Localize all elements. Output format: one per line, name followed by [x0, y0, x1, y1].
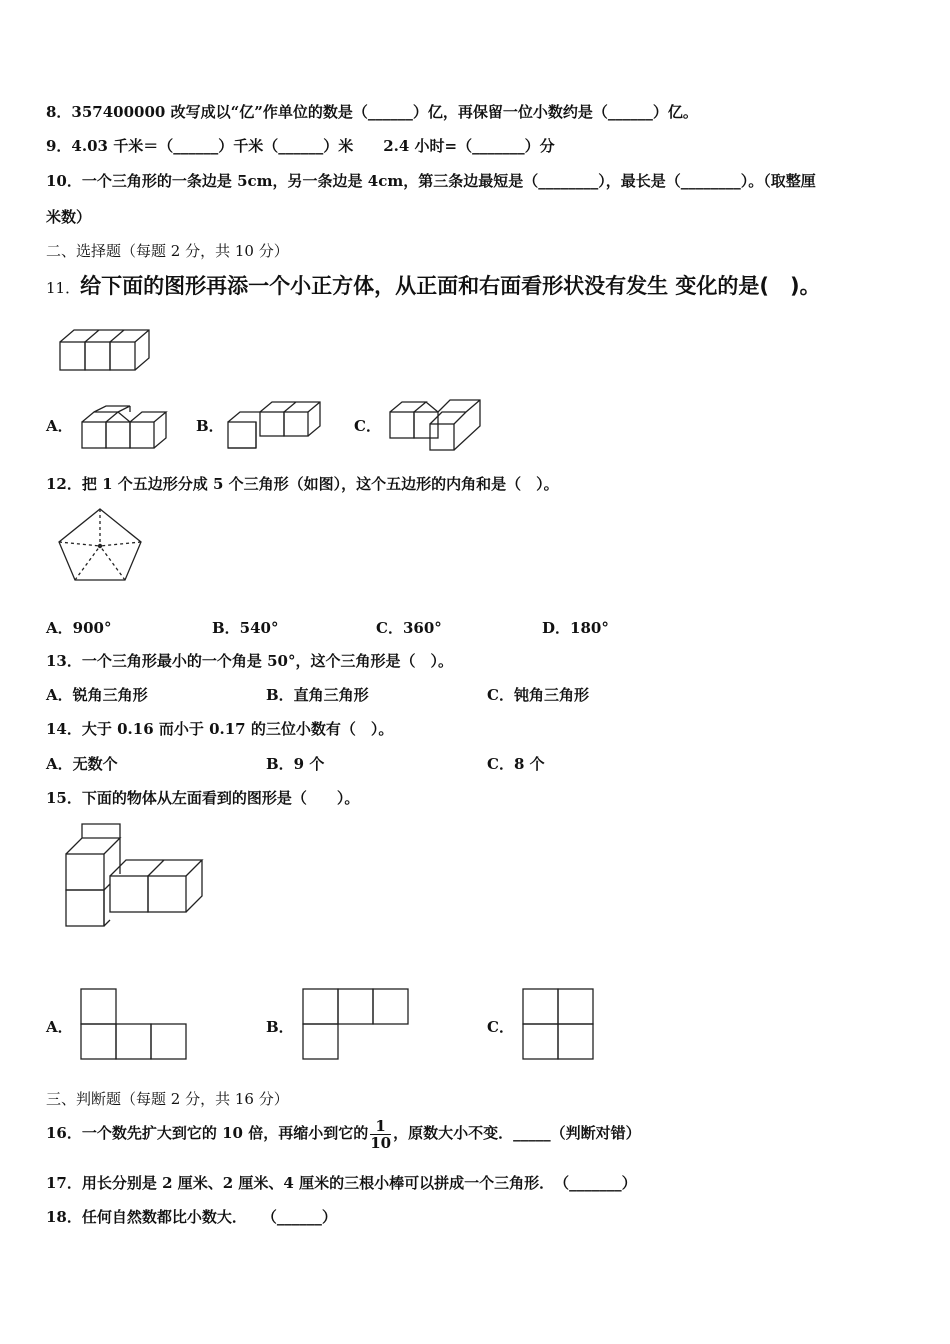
question-9: 9．4.03 千米＝（______）千米（______）米 2.4 小时=（_______）分: [46, 137, 555, 155]
q13-option-c[interactable]: C．钝角三角形: [487, 686, 589, 704]
q12-option-d[interactable]: D．180°: [542, 619, 609, 637]
question-17: 17．用长分别是 2 厘米、2 厘米、4 厘米的三根小棒可以拼成一个三角形． （_______）: [46, 1174, 637, 1192]
question-18: 18．任何自然数都比小数大． （______）: [46, 1208, 337, 1226]
q12-pentagon-figure: [54, 506, 146, 584]
question-11: [46, 276, 821, 298]
question-15: 15．下面的物体从左面看到的图形是（ ）。: [46, 789, 360, 807]
q12-option-b[interactable]: B．540°: [212, 619, 279, 637]
q11-option-c-figure: [386, 398, 486, 454]
q16-fraction-numerator: 1: [370, 1118, 391, 1135]
q16-text-before: 16．一个数先扩大到它的 10 倍，再缩小到它的: [46, 1124, 369, 1142]
q16-text-after: ，原数大小不变．_____（判断对错）: [393, 1124, 641, 1142]
q15-option-b[interactable]: B．: [266, 1018, 294, 1036]
question-14: 14．大于 0.16 而小于 0.17 的三位小数有（ ）。: [46, 720, 394, 738]
q11-option-a[interactable]: A．: [46, 417, 73, 435]
question-10-line1: 10．一个三角形的一条边是 5cm，另一条边是 4cm，第三条边最短是（________），最长是（________）。（取整厘: [46, 172, 816, 190]
question-10-line2: 米数）: [46, 208, 92, 226]
q11-option-b-figure: [224, 398, 334, 452]
q13-option-a[interactable]: A．锐角三角形: [46, 686, 148, 704]
q15-option-c-figure: [520, 986, 596, 1062]
q15-option-c[interactable]: C．: [487, 1018, 514, 1036]
q15-option-a-figure: [78, 986, 190, 1062]
question-16: [46, 1113, 641, 1153]
q13-option-b[interactable]: B．直角三角形: [266, 686, 369, 704]
q14-option-c[interactable]: C．8 个: [487, 755, 545, 773]
q12-option-a[interactable]: A．900°: [46, 619, 112, 637]
section-2-title: 二、选择题（每题 2 分，共 10 分）: [46, 242, 289, 260]
q16-fraction: [370, 1118, 391, 1151]
q14-option-a[interactable]: A．无数个: [46, 755, 118, 773]
q15-object-figure: [60, 820, 200, 932]
q11-option-c[interactable]: C．: [354, 417, 381, 435]
question-11-number: 11．: [46, 279, 81, 297]
q11-cube-figure: [56, 326, 156, 376]
question-8: 8．357400000 改写成以“亿”作单位的数是（______）亿，再保留一位小数约是（______）亿。: [46, 103, 698, 121]
q16-fraction-denominator: 10: [370, 1133, 392, 1152]
q11-option-b[interactable]: B．: [196, 417, 224, 435]
question-11-text: 给下面的图形再添一个小正方体，从正面和右面看形状没有发生 变化的是( )。: [80, 274, 821, 298]
q14-option-b[interactable]: B．9 个: [266, 755, 325, 773]
q15-option-b-figure: [300, 986, 412, 1062]
q15-option-a[interactable]: A．: [46, 1018, 73, 1036]
section-3-title: 三、判断题（每题 2 分，共 16 分）: [46, 1090, 289, 1108]
question-13: 13．一个三角形最小的一个角是 50°，这个三角形是（ ）。: [46, 652, 453, 670]
q12-option-c[interactable]: C．360°: [376, 619, 442, 637]
question-12: 12．把 1 个五边形分成 5 个三角形（如图），这个五边形的内角和是（ ）。: [46, 475, 559, 493]
q11-option-a-figure: [78, 404, 178, 452]
